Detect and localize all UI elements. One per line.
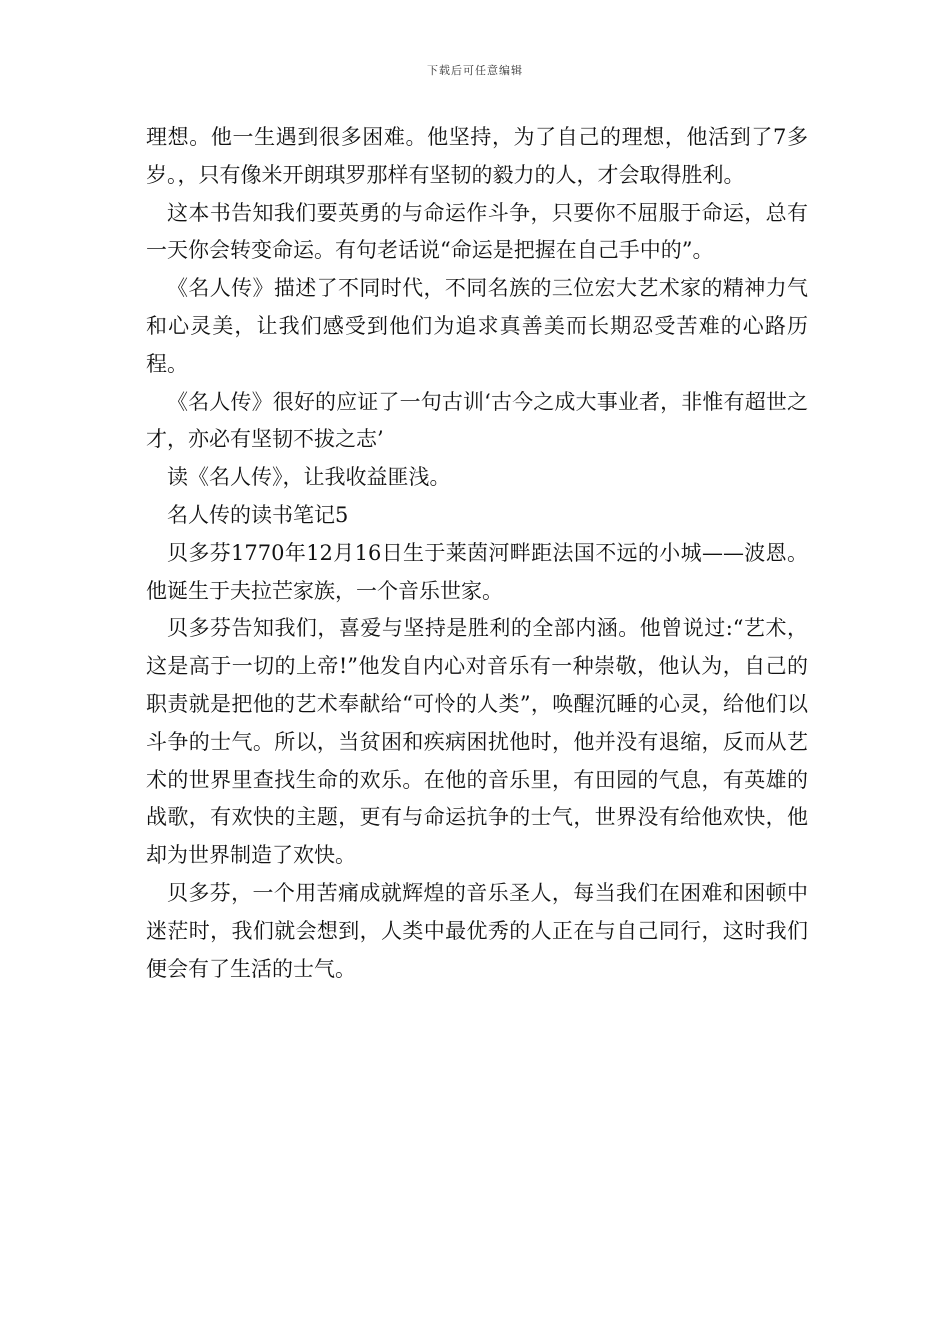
paragraph-1: 理想。他一生遇到很多困难。他坚持，为了自己的理想，他活到了7多岁。，只有像米开朗琪罗那样有坚韧的毅力的人，才会取得胜利。 xyxy=(146,125,808,187)
page-header: 下载后可任意编辑 xyxy=(427,64,523,77)
paragraph-7: 贝多芬告知我们，喜爱与坚持是胜利的全部内涵。他曾说过:“艺术，这是高于一切的上帝!”他发自内心对音乐有一种崇敬，他认为，自己的职责就是把他的艺术奉献给“可怜的人类”，唤醒沉睡的心灵，给他们以斗争的士气。所以，当贫困和疾病困扰他时，他并没有退缩，反而从艺术的世界里查找生命的欢乐。在他的音乐里，有田园的气息，有英雄的战歌，有欢快的主题，更有与命运抗争的士气，世界没有给他欢快，他却为世界制造了欢快。 xyxy=(146,616,808,868)
paragraph-8: 贝多芬，一个用苦痛成就辉煌的音乐圣人，每当我们在困难和困顿中迷茫时，我们就会想到，人类中最优秀的人正在与自己同行，这时我们便会有了生活的士气。 xyxy=(146,880,808,981)
paragraph-6: 贝多芬1770年12月16日生于莱茵河畔距法国不远的小城——波恩。他诞生于夫拉芒家族，一个音乐世家。 xyxy=(146,540,808,603)
document-body xyxy=(146,119,808,988)
paragraph-5: 读《名人传》，让我收益匪浅。 xyxy=(167,465,451,490)
paragraph-3: 《名人传》描述了不同时代，不同名族的三位宏大艺术家的精神力气和心灵美，让我们感受到他们为追求真善美而长期忍受苦难的心路历程。 xyxy=(146,276,808,376)
paragraph-2: 这本书告知我们要英勇的与命运作斗争，只要你不屈服于命运，总有一天你会转变命运。有句老话说“命运是把握在自己手中的”。 xyxy=(146,200,808,263)
paragraph-4: 《名人传》很好的应证了一句古训‘古今之成大事业者，非惟有超世之才，亦必有坚韧不拔之志’ xyxy=(146,389,808,452)
section-heading: 名人传的读书笔记5 xyxy=(167,502,349,527)
